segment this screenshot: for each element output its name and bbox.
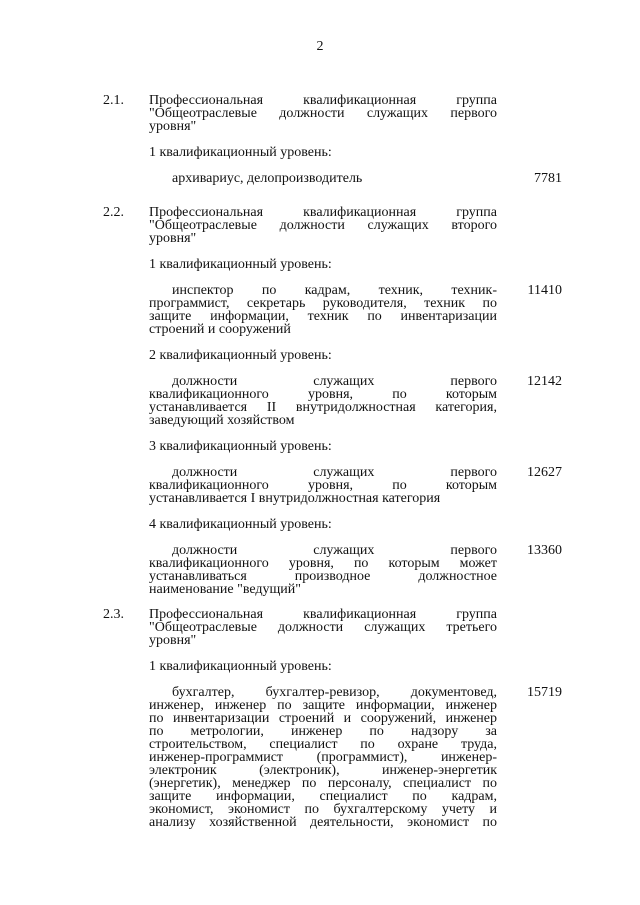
positions-line: заведующий хозяйством: [149, 413, 295, 428]
salary-value: 12142: [527, 374, 562, 389]
positions-line: инженер-программист (программист), инженер-: [149, 750, 497, 765]
positions-line: бухгалтер, бухгалтер-ревизор, документовед,: [172, 685, 497, 700]
level-label: 1 квалификационный уровень:: [149, 145, 332, 160]
level-label: 1 квалификационный уровень:: [149, 257, 332, 272]
section-title-line: уровня": [149, 119, 197, 134]
positions-line: должности служащих первого: [172, 543, 497, 558]
positions-line: квалификационного уровня, по которым: [149, 387, 497, 402]
salary-value: 15719: [527, 685, 562, 700]
positions-line: (энергетик), менеджер по персоналу, специалист по: [149, 776, 497, 791]
positions-line: защите информации, специалист по кадрам,: [149, 789, 497, 804]
positions-line: строительством, специалист по охране труда,: [149, 737, 497, 752]
section-title-line: Профессиональная квалификационная группа: [149, 205, 497, 220]
positions-line: по метрологии, инженер по надзору за: [149, 724, 497, 739]
level-label: 1 квалификационный уровень:: [149, 659, 332, 674]
salary-value: 12627: [527, 465, 562, 480]
section-title-line: уровня": [149, 633, 197, 648]
positions-line: устанавливаться производное должностное: [149, 569, 497, 584]
section-title-line: Профессиональная квалификационная группа: [149, 607, 497, 622]
positions-line: программист, секретарь руководителя, техник по: [149, 296, 497, 311]
salary-value: 7781: [534, 171, 562, 186]
level-label: 2 квалификационный уровень:: [149, 348, 332, 363]
positions-line: должности служащих первого: [172, 374, 497, 389]
positions-line: защите информации, техник по инвентаризации: [149, 309, 497, 324]
section-number: 2.1.: [103, 93, 124, 108]
section-number: 2.2.: [103, 205, 124, 220]
positions-line: анализу хозяйственной деятельности, экономист по: [149, 815, 497, 830]
salary-value: 11410: [527, 283, 562, 298]
section-number: 2.3.: [103, 607, 124, 622]
level-label: 3 квалификационный уровень:: [149, 439, 332, 454]
positions-line: архивариус, делопроизводитель: [172, 171, 363, 186]
positions-line: инспектор по кадрам, техник, техник-: [172, 283, 497, 298]
section-title-line: "Общеотраслевые должности служащих третьего: [149, 620, 497, 635]
level-label: 4 квалификационный уровень:: [149, 517, 332, 532]
positions-line: электроник (электроник), инженер-энергетик: [149, 763, 497, 778]
section-title-line: "Общеотраслевые должности служащих второго: [149, 218, 497, 233]
positions-line: должности служащих первого: [172, 465, 497, 480]
page-number: 2: [316, 39, 324, 54]
positions-line: устанавливается I внутридолжностная категория: [149, 491, 441, 506]
section-title-line: уровня": [149, 231, 197, 246]
positions-line: по инвентаризации строений и сооружений, инженер: [149, 711, 497, 726]
salary-value: 13360: [527, 543, 562, 558]
positions-line: устанавливается II внутридолжностная категория,: [149, 400, 497, 415]
positions-line: экономист, экономист по бухгалтерскому учету и: [149, 802, 497, 817]
section-title-line: "Общеотраслевые должности служащих первого: [149, 106, 497, 121]
section-title-line: Профессиональная квалификационная группа: [149, 93, 497, 108]
positions-line: наименование "ведущий": [149, 582, 301, 597]
positions-line: строений и сооружений: [149, 322, 291, 337]
positions-line: квалификационного уровня, по которым может: [149, 556, 497, 571]
positions-line: инженер, инженер по защите информации, инженер: [149, 698, 497, 713]
positions-line: квалификационного уровня, по которым: [149, 478, 497, 493]
